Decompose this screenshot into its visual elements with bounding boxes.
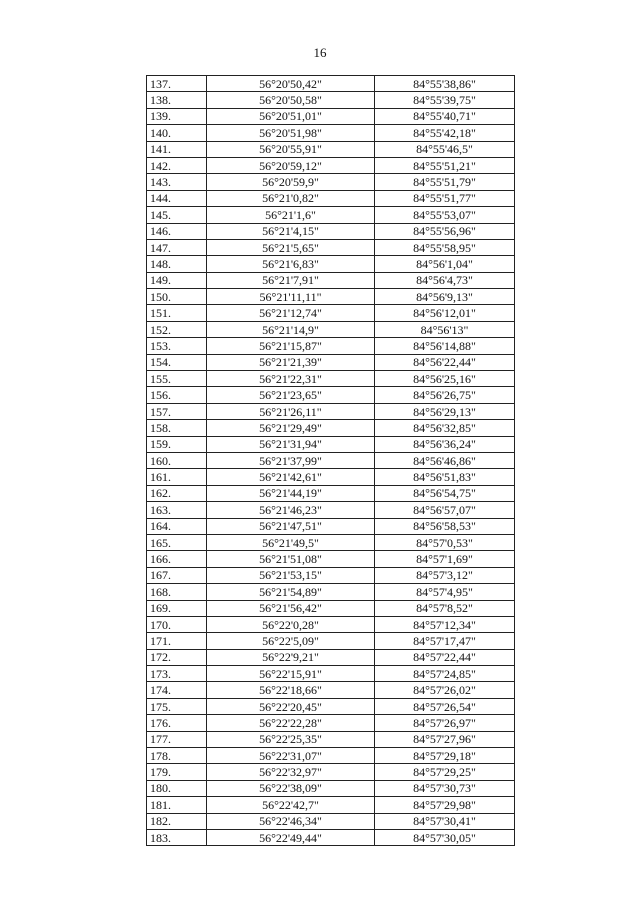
point-number-cell: 142.: [147, 157, 207, 173]
table-row: [147, 698, 515, 714]
point-number-cell: 182.: [147, 813, 207, 829]
longitude-cell: 84°56'13": [375, 321, 515, 337]
point-number-cell: 160.: [147, 452, 207, 468]
point-number-cell: 181.: [147, 797, 207, 813]
latitude-cell: 56°21'22,31": [207, 371, 375, 387]
longitude-cell: 84°55'56,96": [375, 223, 515, 239]
table-row: [147, 502, 515, 518]
longitude-cell: 84°56'57,07": [375, 502, 515, 518]
table-row: [147, 239, 515, 255]
table-row: [147, 780, 515, 796]
latitude-cell: 56°21'11,11": [207, 289, 375, 305]
point-number-cell: 153.: [147, 338, 207, 354]
table-row: [147, 616, 515, 632]
table-row: [147, 452, 515, 468]
point-number-cell: 146.: [147, 223, 207, 239]
point-number-cell: 156.: [147, 387, 207, 403]
latitude-cell: 56°22'0,28": [207, 616, 375, 632]
latitude-cell: 56°21'53,15": [207, 567, 375, 583]
point-number-cell: 170.: [147, 616, 207, 632]
longitude-cell: 84°56'25,16": [375, 371, 515, 387]
longitude-cell: 84°55'58,95": [375, 239, 515, 255]
longitude-cell: 84°57'26,97": [375, 715, 515, 731]
longitude-cell: 84°55'51,21": [375, 157, 515, 173]
latitude-cell: 56°21'49,5": [207, 534, 375, 550]
table-row: [147, 125, 515, 141]
table-row: [147, 469, 515, 485]
table-row: [147, 387, 515, 403]
table-row: [147, 436, 515, 452]
longitude-cell: 84°55'51,77": [375, 190, 515, 206]
longitude-cell: 84°57'26,54": [375, 698, 515, 714]
longitude-cell: 84°57'8,52": [375, 600, 515, 616]
latitude-cell: 56°21'44,19": [207, 485, 375, 501]
latitude-cell: 56°20'50,42": [207, 76, 375, 92]
table-row: [147, 272, 515, 288]
table-row: [147, 764, 515, 780]
point-number-cell: 169.: [147, 600, 207, 616]
latitude-cell: 56°20'59,12": [207, 157, 375, 173]
table-row: [147, 731, 515, 747]
latitude-cell: 56°21'4,15": [207, 223, 375, 239]
table-row: [147, 92, 515, 108]
latitude-cell: 56°21'46,23": [207, 502, 375, 518]
longitude-cell: 84°56'29,13": [375, 403, 515, 419]
longitude-cell: 84°57'24,85": [375, 666, 515, 682]
table-row: [147, 633, 515, 649]
point-number-cell: 150.: [147, 289, 207, 305]
point-number-cell: 137.: [147, 76, 207, 92]
point-number-cell: 161.: [147, 469, 207, 485]
latitude-cell: 56°22'25,35": [207, 731, 375, 747]
table-row: [147, 321, 515, 337]
point-number-cell: 173.: [147, 666, 207, 682]
point-number-cell: 159.: [147, 436, 207, 452]
point-number-cell: 165.: [147, 534, 207, 550]
longitude-cell: 84°57'3,12": [375, 567, 515, 583]
longitude-cell: 84°55'51,79": [375, 174, 515, 190]
latitude-cell: 56°20'59,9": [207, 174, 375, 190]
point-number-cell: 145.: [147, 207, 207, 223]
table-row: [147, 174, 515, 190]
longitude-cell: 84°57'29,25": [375, 764, 515, 780]
page-number: 16: [313, 45, 327, 60]
table-row: [147, 207, 515, 223]
table-row: [147, 567, 515, 583]
point-number-cell: 166.: [147, 551, 207, 567]
table-row: [147, 141, 515, 157]
table-row: [147, 584, 515, 600]
latitude-cell: 56°21'12,74": [207, 305, 375, 321]
latitude-cell: 56°21'56,42": [207, 600, 375, 616]
table-row: [147, 108, 515, 124]
longitude-cell: 84°57'17,47": [375, 633, 515, 649]
point-number-cell: 149.: [147, 272, 207, 288]
longitude-cell: 84°57'29,18": [375, 748, 515, 764]
table-row: [147, 256, 515, 272]
latitude-cell: 56°21'6,83": [207, 256, 375, 272]
point-number-cell: 154.: [147, 354, 207, 370]
latitude-cell: 56°22'49,44": [207, 829, 375, 845]
latitude-cell: 56°22'15,91": [207, 666, 375, 682]
longitude-cell: 84°55'42,18": [375, 125, 515, 141]
table-row: [147, 289, 515, 305]
longitude-cell: 84°56'58,53": [375, 518, 515, 534]
point-number-cell: 144.: [147, 190, 207, 206]
latitude-cell: 56°21'47,51": [207, 518, 375, 534]
latitude-cell: 56°20'51,98": [207, 125, 375, 141]
table-row: [147, 354, 515, 370]
point-number-cell: 174.: [147, 682, 207, 698]
point-number-cell: 147.: [147, 239, 207, 255]
table-row: [147, 190, 515, 206]
point-number-cell: 139.: [147, 108, 207, 124]
longitude-cell: 84°56'9,13": [375, 289, 515, 305]
latitude-cell: 56°21'51,08": [207, 551, 375, 567]
latitude-cell: 56°22'20,45": [207, 698, 375, 714]
table-row: [147, 715, 515, 731]
latitude-cell: 56°22'32,97": [207, 764, 375, 780]
point-number-cell: 151.: [147, 305, 207, 321]
table-row: [147, 371, 515, 387]
latitude-cell: 56°22'31,07": [207, 748, 375, 764]
table-row: [147, 305, 515, 321]
longitude-cell: 84°56'22,44": [375, 354, 515, 370]
longitude-cell: 84°55'53,07": [375, 207, 515, 223]
point-number-cell: 155.: [147, 371, 207, 387]
latitude-cell: 56°22'46,34": [207, 813, 375, 829]
table-row: [147, 403, 515, 419]
point-number-cell: 180.: [147, 780, 207, 796]
point-number-cell: 138.: [147, 92, 207, 108]
longitude-cell: 84°56'46,86": [375, 452, 515, 468]
latitude-cell: 56°21'31,94": [207, 436, 375, 452]
longitude-cell: 84°56'14,88": [375, 338, 515, 354]
latitude-cell: 56°21'0,82": [207, 190, 375, 206]
longitude-cell: 84°57'29,98": [375, 797, 515, 813]
coordinates-table-body: [147, 76, 515, 846]
latitude-cell: 56°21'37,99": [207, 452, 375, 468]
table-row: [147, 748, 515, 764]
latitude-cell: 56°22'22,28": [207, 715, 375, 731]
point-number-cell: 157.: [147, 403, 207, 419]
table-row: [147, 666, 515, 682]
point-number-cell: 171.: [147, 633, 207, 649]
longitude-cell: 84°57'12,34": [375, 616, 515, 632]
longitude-cell: 84°56'51,83": [375, 469, 515, 485]
longitude-cell: 84°56'1,04": [375, 256, 515, 272]
latitude-cell: 56°22'18,66": [207, 682, 375, 698]
latitude-cell: 56°20'50,58": [207, 92, 375, 108]
latitude-cell: 56°21'1,6": [207, 207, 375, 223]
longitude-cell: 84°55'38,86": [375, 76, 515, 92]
latitude-cell: 56°21'7,91": [207, 272, 375, 288]
longitude-cell: 84°55'46,5": [375, 141, 515, 157]
longitude-cell: 84°57'22,44": [375, 649, 515, 665]
table-row: [147, 76, 515, 92]
point-number-cell: 177.: [147, 731, 207, 747]
point-number-cell: 152.: [147, 321, 207, 337]
longitude-cell: 84°55'39,75": [375, 92, 515, 108]
longitude-cell: 84°57'30,73": [375, 780, 515, 796]
table-row: [147, 223, 515, 239]
latitude-cell: 56°21'42,61": [207, 469, 375, 485]
point-number-cell: 172.: [147, 649, 207, 665]
point-number-cell: 143.: [147, 174, 207, 190]
table-row: [147, 829, 515, 845]
latitude-cell: 56°21'5,65": [207, 239, 375, 255]
table-row: [147, 338, 515, 354]
longitude-cell: 84°57'30,05": [375, 829, 515, 845]
longitude-cell: 84°57'27,96": [375, 731, 515, 747]
latitude-cell: 56°21'26,11": [207, 403, 375, 419]
point-number-cell: 167.: [147, 567, 207, 583]
longitude-cell: 84°56'32,85": [375, 420, 515, 436]
table-row: [147, 534, 515, 550]
point-number-cell: 140.: [147, 125, 207, 141]
point-number-cell: 168.: [147, 584, 207, 600]
latitude-cell: 56°22'42,7": [207, 797, 375, 813]
table-row: [147, 420, 515, 436]
latitude-cell: 56°21'23,65": [207, 387, 375, 403]
longitude-cell: 84°56'36,24": [375, 436, 515, 452]
longitude-cell: 84°56'26,75": [375, 387, 515, 403]
longitude-cell: 84°55'40,71": [375, 108, 515, 124]
table-row: [147, 797, 515, 813]
point-number-cell: 163.: [147, 502, 207, 518]
table-row: [147, 551, 515, 567]
latitude-cell: 56°21'15,87": [207, 338, 375, 354]
table-row: [147, 600, 515, 616]
table-row: [147, 813, 515, 829]
latitude-cell: 56°22'9,21": [207, 649, 375, 665]
longitude-cell: 84°56'12,01": [375, 305, 515, 321]
latitude-cell: 56°21'21,39": [207, 354, 375, 370]
point-number-cell: 176.: [147, 715, 207, 731]
point-number-cell: 148.: [147, 256, 207, 272]
point-number-cell: 158.: [147, 420, 207, 436]
longitude-cell: 84°57'30,41": [375, 813, 515, 829]
latitude-cell: 56°22'5,09": [207, 633, 375, 649]
table-row: [147, 518, 515, 534]
latitude-cell: 56°21'14,9": [207, 321, 375, 337]
coordinates-table: [146, 75, 515, 846]
latitude-cell: 56°20'55,91": [207, 141, 375, 157]
latitude-cell: 56°21'54,89": [207, 584, 375, 600]
point-number-cell: 175.: [147, 698, 207, 714]
table-row: [147, 649, 515, 665]
latitude-cell: 56°22'38,09": [207, 780, 375, 796]
latitude-cell: 56°20'51,01": [207, 108, 375, 124]
table-row: [147, 157, 515, 173]
longitude-cell: 84°56'4,73": [375, 272, 515, 288]
longitude-cell: 84°57'1,69": [375, 551, 515, 567]
latitude-cell: 56°21'29,49": [207, 420, 375, 436]
point-number-cell: 164.: [147, 518, 207, 534]
longitude-cell: 84°57'26,02": [375, 682, 515, 698]
table-row: [147, 682, 515, 698]
point-number-cell: 162.: [147, 485, 207, 501]
longitude-cell: 84°57'0,53": [375, 534, 515, 550]
longitude-cell: 84°56'54,75": [375, 485, 515, 501]
point-number-cell: 183.: [147, 829, 207, 845]
point-number-cell: 179.: [147, 764, 207, 780]
longitude-cell: 84°57'4,95": [375, 584, 515, 600]
table-row: [147, 485, 515, 501]
point-number-cell: 178.: [147, 748, 207, 764]
point-number-cell: 141.: [147, 141, 207, 157]
